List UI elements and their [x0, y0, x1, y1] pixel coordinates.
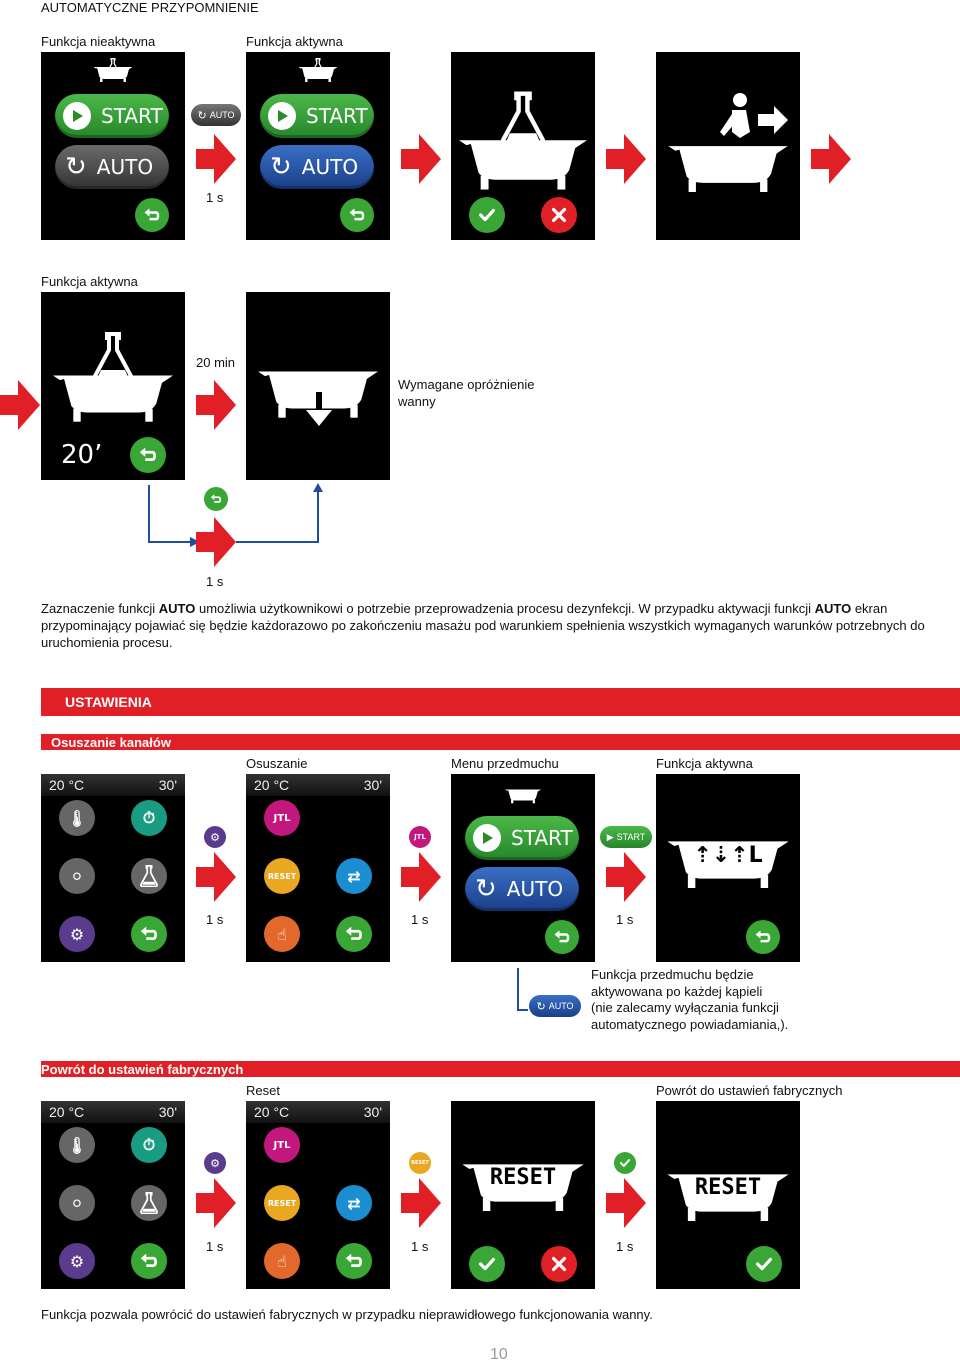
settings-header: USTAWIENIA	[41, 688, 960, 716]
disinfection-button[interactable]	[131, 1185, 167, 1221]
status-bar: 20 °C 30'	[41, 774, 185, 796]
back-button[interactable]	[131, 916, 167, 952]
settings-icon-small: ⚙	[204, 826, 226, 848]
back-button[interactable]	[746, 920, 780, 954]
touch-button[interactable]: ☝	[264, 1243, 300, 1279]
start-badge: ▶ START	[600, 826, 652, 848]
reset-icon-small: RESET	[409, 1152, 431, 1174]
drain-note: Wymagane opróżnienie wanny	[398, 377, 535, 409]
check-icon	[476, 1253, 498, 1275]
red-arrow	[606, 134, 646, 184]
section-title: AUTOMATYCZNE PRZYPOMNIENIE	[41, 0, 259, 15]
tub-flask-icon	[298, 58, 338, 82]
red-arrow	[401, 852, 441, 902]
start-button[interactable]: START	[260, 94, 374, 138]
red-arrow	[196, 517, 236, 567]
settings-button[interactable]: ⚙	[59, 916, 95, 952]
check-icon	[476, 204, 498, 226]
screen-settings-submenu	[246, 774, 390, 962]
screen-auto-inactive	[41, 52, 185, 240]
start-button[interactable]: START	[465, 816, 579, 860]
tub-flask-icon	[53, 330, 173, 422]
close-icon	[548, 204, 570, 226]
red-arrow	[401, 1178, 441, 1228]
refresh-icon: ↻	[65, 152, 87, 182]
flask-icon	[140, 865, 158, 887]
repeat-button[interactable]: ⇄	[336, 858, 372, 894]
time-label: 1 s	[411, 1239, 429, 1254]
play-icon: ▶	[606, 831, 614, 842]
screen-settings-submenu	[246, 1101, 390, 1289]
red-arrow	[196, 852, 236, 902]
back-icon	[343, 923, 365, 945]
auto-badge: ↻ AUTO	[529, 995, 581, 1017]
bubbles-button[interactable]: ⚪	[59, 1185, 95, 1221]
play-icon	[473, 824, 501, 852]
label-active: Funkcja aktywna	[246, 34, 343, 49]
screen-disinfection-confirm	[451, 52, 595, 240]
red-arrow	[606, 852, 646, 902]
check-icon-small	[614, 1152, 636, 1174]
back-icon	[138, 1250, 160, 1272]
label-inactive: Funkcja nieaktywna	[41, 34, 156, 49]
auto-badge: ↻ AUTO	[191, 104, 241, 126]
auto-button[interactable]: ↻ AUTO	[465, 867, 579, 911]
svg-text:⇡⇣⇡L: ⇡⇣⇡L	[693, 843, 763, 868]
flask-icon	[140, 1192, 158, 1214]
screen-user-leave	[656, 52, 800, 240]
check-icon	[618, 1156, 632, 1170]
red-arrow	[196, 1178, 236, 1228]
confirm-button[interactable]	[469, 1246, 505, 1282]
red-arrow	[196, 380, 236, 430]
screen-drain-required	[246, 292, 390, 480]
label-factory: Powrót do ustawień fabrycznych	[656, 1083, 843, 1098]
status-bar: 20 °C 30'	[41, 1101, 185, 1123]
back-button[interactable]	[131, 1243, 167, 1279]
channel-drying-icon-small: JTL	[409, 826, 431, 848]
back-icon	[343, 1250, 365, 1272]
time-label: 1 s	[206, 574, 224, 589]
refresh-icon: ↻	[475, 874, 497, 904]
status-bar: 20 °C 30'	[246, 774, 390, 796]
time-label: 1 s	[616, 912, 634, 927]
flow-connector	[514, 966, 530, 1016]
tub-icon	[505, 786, 541, 804]
back-button[interactable]	[130, 437, 166, 473]
bubbles-button[interactable]: ⚪	[59, 858, 95, 894]
description-auto: Zaznaczenie funkcji AUTO umożliwia użytkownikowi o potrzebie przeprowadzenia procesu dezynfekcji. W przypadku aktywacji funkcji AUTO ekran przypominający pojawiać się będzie każdorazowo po zakończeniu masażu pod warunkiem spełnienia wszystkich wymaganych warunków potrzebnych do uruchomienia procesu.	[41, 601, 925, 650]
back-icon	[753, 927, 773, 947]
reset-tub-label: RESET	[694, 1175, 762, 1200]
time-label: 1 s	[206, 190, 224, 205]
back-icon	[137, 444, 159, 466]
back-button[interactable]	[340, 198, 374, 232]
timer-button[interactable]: ⏱	[131, 800, 167, 836]
time-label: 1 s	[206, 1239, 224, 1254]
confirm-button[interactable]	[746, 1246, 782, 1282]
back-button[interactable]	[336, 916, 372, 952]
person-leaving-tub-icon	[666, 92, 790, 192]
touch-button[interactable]: ☝	[264, 916, 300, 952]
timer-value: 20’	[61, 440, 103, 470]
back-icon	[142, 205, 162, 225]
screen-blow-active	[656, 774, 800, 962]
screen-auto-active	[246, 52, 390, 240]
settings-icon-small: ⚙	[204, 1152, 226, 1174]
play-icon	[268, 102, 296, 130]
check-icon	[753, 1253, 775, 1275]
back-button[interactable]	[545, 920, 579, 954]
tub-flask-icon	[93, 58, 133, 82]
refresh-icon: ↻	[270, 152, 292, 182]
disinfection-button[interactable]	[131, 858, 167, 894]
screen-settings-menu	[41, 774, 185, 962]
label-drying: Osuszanie	[246, 756, 308, 771]
repeat-button[interactable]: ⇄	[336, 1185, 372, 1221]
back-button[interactable]	[135, 198, 169, 232]
screen-disinfection-timer	[41, 292, 185, 480]
drying-header: Osuszanie kanałów	[41, 734, 960, 750]
time-label: 1 s	[206, 912, 224, 927]
back-icon	[552, 927, 572, 947]
reset-button[interactable]: RESET	[264, 1185, 300, 1221]
auto-button-inactive[interactable]: ↻ AUTO	[55, 145, 169, 189]
screen-reset-done	[656, 1101, 800, 1289]
reset-button[interactable]: RESET	[264, 858, 300, 894]
back-icon	[138, 923, 160, 945]
cancel-button[interactable]	[541, 197, 577, 233]
back-icon	[209, 492, 223, 506]
screen-reset-confirm	[451, 1101, 595, 1289]
screen-settings-menu	[41, 1101, 185, 1289]
settings-button[interactable]: ⚙	[59, 1243, 95, 1279]
channel-drying-button[interactable]: JTL	[264, 800, 300, 836]
red-arrow	[0, 380, 40, 430]
page-number: 10	[490, 1346, 508, 1363]
factory-header: Powrót do ustawień fabrycznych	[41, 1061, 960, 1077]
reset-tub-label: RESET	[489, 1165, 557, 1190]
water-temperature-button[interactable]: 🌡	[59, 800, 95, 836]
label-reset: Reset	[246, 1083, 280, 1098]
back-icon-small	[204, 487, 228, 511]
channel-drying-button[interactable]: JTL	[264, 1127, 300, 1163]
screen-blow-menu	[451, 774, 595, 962]
tub-jets-icon	[666, 832, 790, 888]
description-factory: Funkcja pozwala powrócić do ustawień fabrycznych w przypadku nieprawidłowego funkcjonowania wanny.	[41, 1307, 653, 1322]
time-label: 1 s	[616, 1239, 634, 1254]
red-arrow	[811, 134, 851, 184]
refresh-icon: ↻	[197, 109, 207, 122]
refresh-icon: ↻	[536, 1000, 546, 1013]
red-arrow	[401, 134, 441, 184]
play-icon	[63, 102, 91, 130]
back-button[interactable]	[336, 1243, 372, 1279]
blow-note: Funkcja przedmuchu będzie aktywowana po każdej kąpieli (nie zalecamy wyłączania funkcji automatycznego powiadamiania,).	[591, 967, 789, 1032]
confirm-button[interactable]	[469, 197, 505, 233]
tub-flask-icon	[459, 90, 587, 190]
red-arrow	[196, 134, 236, 184]
red-arrow	[606, 1178, 646, 1228]
close-icon	[548, 1253, 570, 1275]
tub-drain-icon	[258, 362, 378, 432]
label-function-active: Funkcja aktywna	[656, 756, 753, 771]
label-active-2: Funkcja aktywna	[41, 274, 138, 289]
auto-button-active[interactable]: ↻ AUTO	[260, 145, 374, 189]
back-icon	[347, 205, 367, 225]
time-label: 1 s	[411, 912, 429, 927]
cancel-button[interactable]	[541, 1246, 577, 1282]
timer-button[interactable]: ⏱	[131, 1127, 167, 1163]
water-temperature-button[interactable]: 🌡	[59, 1127, 95, 1163]
status-bar: 20 °C 30'	[246, 1101, 390, 1123]
start-button[interactable]: START	[55, 94, 169, 138]
time-20min: 20 min	[196, 355, 236, 370]
label-blow-menu: Menu przedmuchu	[451, 756, 559, 771]
